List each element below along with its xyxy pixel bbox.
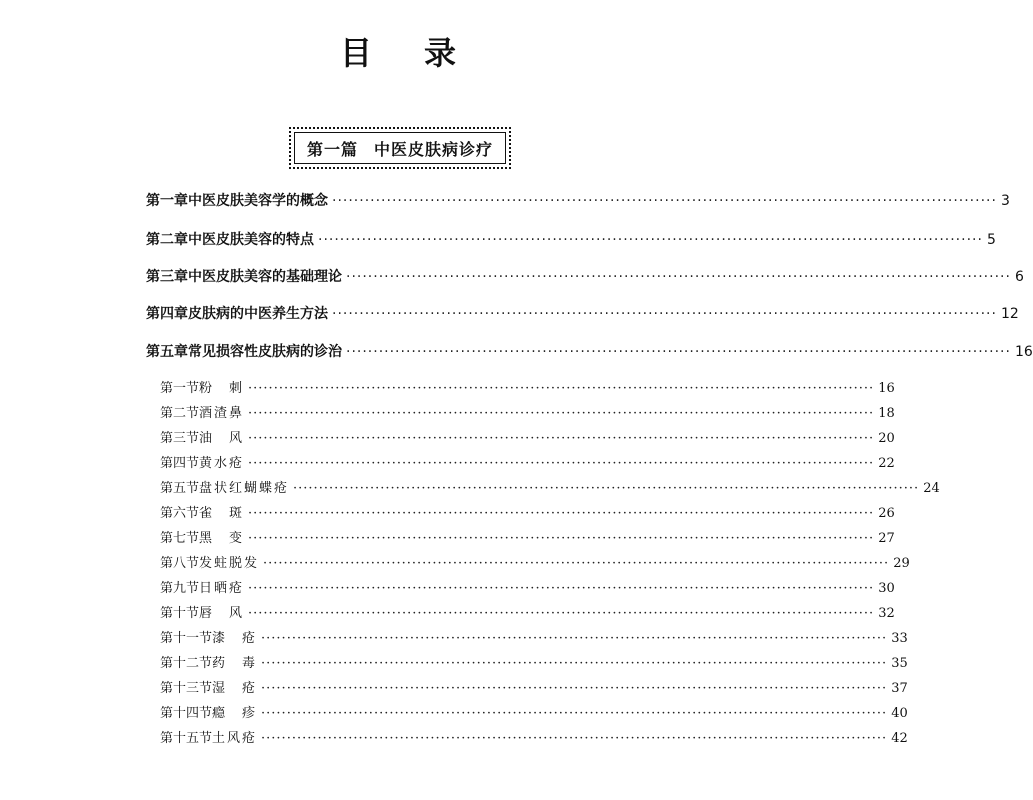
section-title: 湿 疮 [212,681,258,696]
chapter-number: 第五章 [146,344,188,360]
toc-chapter-3[interactable] [146,266,1024,286]
toc-section-14[interactable] [160,702,908,721]
toc-section-2[interactable] [160,402,895,421]
chapter-title: 常见损容性皮肤病的诊治 [188,344,342,360]
toc-section-6[interactable] [160,502,895,521]
leader-dots: ·························································································································· [346,344,1011,360]
section-title: 黄水疮 [199,456,245,471]
toc-section-13[interactable] [160,677,908,696]
leader-dots: ·························································································································· [293,481,920,496]
section-number: 第四节 [160,456,200,471]
section-title: 日晒疮 [199,581,245,596]
section-title: 漆 疮 [212,631,258,646]
leader-dots: ·························································································································· [248,431,875,446]
section-title: 瘾 疹 [212,706,258,721]
chapter-page: 3 [1000,193,1010,209]
section-page: 26 [878,506,895,521]
leader-dots: ·························································································································· [332,193,997,209]
section-page: 37 [891,681,908,696]
chapter-page: 12 [1000,306,1019,322]
chapter-number: 第一章 [146,193,188,209]
leader-dots: ·························································································································· [261,631,888,646]
section-number: 第九节 [160,581,200,596]
section-number: 第十四节 [160,706,213,721]
leader-dots: ·························································································································· [263,556,890,571]
page-title-char-2: 录 [424,34,461,72]
chapter-page: 6 [1014,269,1024,285]
leader-dots: ·························································································································· [248,581,875,596]
chapter-number: 第四章 [146,306,188,322]
chapter-title: 中医皮肤美容的基础理论 [188,269,342,285]
section-title: 黑 变 [199,531,245,546]
toc-section-7[interactable] [160,527,895,546]
section-number: 第十三节 [160,681,213,696]
section-title: 油 风 [199,431,245,446]
section-page: 35 [891,656,908,671]
toc-section-15[interactable] [160,727,908,746]
toc-chapter-5[interactable] [146,341,1033,361]
chapter-number: 第二章 [146,232,188,248]
section-page: 24 [923,481,940,496]
section-title: 药 毒 [212,656,258,671]
section-page: 16 [878,381,895,396]
section-page: 32 [878,606,895,621]
leader-dots: ·························································································································· [261,656,888,671]
toc-section-8[interactable] [160,552,910,571]
toc-section-12[interactable] [160,652,908,671]
section-page: 40 [891,706,908,721]
section-title: 粉 刺 [199,381,245,396]
part-title: 中医皮肤病诊疗 [374,139,494,159]
section-title: 土风疮 [212,731,258,746]
chapter-title: 中医皮肤美容学的概念 [188,193,328,209]
section-number: 第五节 [160,481,200,496]
section-number: 第三节 [160,431,200,446]
leader-dots: ·························································································································· [248,606,875,621]
section-number: 第六节 [160,506,200,521]
leader-dots: ·························································································································· [248,456,875,471]
chapter-page: 16 [1014,344,1033,360]
leader-dots: ·························································································································· [261,731,888,746]
toc-chapter-4[interactable] [146,303,1019,323]
section-page: 42 [891,731,908,746]
section-number: 第十二节 [160,656,213,671]
section-page: 33 [891,631,908,646]
leader-dots: ·························································································································· [261,706,888,721]
section-number: 第七节 [160,531,200,546]
toc-section-9[interactable] [160,577,895,596]
toc-section-5[interactable] [160,477,940,496]
section-number: 第十节 [160,606,200,621]
part-number: 第一篇 [306,139,358,159]
section-page: 18 [878,406,895,421]
section-number: 第一节 [160,381,200,396]
section-title: 雀 斑 [199,506,245,521]
leader-dots: ·························································································································· [248,506,875,521]
section-title: 盘状红蝴蝶疮 [199,481,290,496]
chapter-page: 5 [986,232,996,248]
section-page: 20 [878,431,895,446]
chapter-title: 皮肤病的中医养生方法 [188,306,328,322]
toc-chapter-1[interactable] [146,190,1010,210]
leader-dots: ·························································································································· [318,232,983,248]
leader-dots: ·························································································································· [261,681,888,696]
section-title: 唇 风 [199,606,245,621]
toc-section-11[interactable] [160,627,908,646]
toc-chapter-2[interactable] [146,229,996,249]
section-page: 27 [878,531,895,546]
section-page: 29 [893,556,910,571]
leader-dots: ·························································································································· [248,381,875,396]
section-number: 第十五节 [160,731,213,746]
page-title-char-1: 目 [339,34,376,72]
chapter-title: 中医皮肤美容的特点 [188,232,314,248]
toc-section-4[interactable] [160,452,895,471]
leader-dots: ·························································································································· [248,406,875,421]
section-number: 第十一节 [160,631,213,646]
leader-dots: ·························································································································· [332,306,997,322]
toc-section-3[interactable] [160,427,895,446]
toc-section-1[interactable] [160,377,895,396]
section-page: 30 [878,581,895,596]
toc-section-10[interactable] [160,602,895,621]
chapter-number: 第三章 [146,269,188,285]
leader-dots: ·························································································································· [346,269,1011,285]
section-number: 第二节 [160,406,200,421]
section-number: 第八节 [160,556,200,571]
section-title: 酒渣鼻 [199,406,245,421]
section-title: 发蛀脱发 [199,556,260,571]
section-page: 22 [878,456,895,471]
leader-dots: ·························································································································· [248,531,875,546]
